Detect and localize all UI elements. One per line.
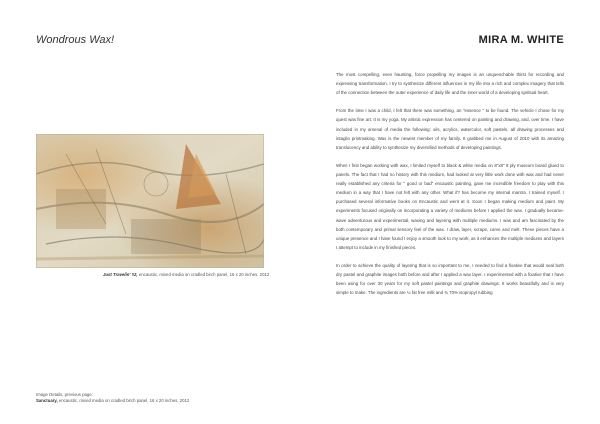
statement-paragraph-3: When I first began working with wax, I limited myself to black & white media on 8"x8" 8 ply museum board glued to panels. The fact that I had no history with this medium, had looked at very little work done with wax and had never really established any criteria for " good or bad" encaustic painting, gave me incredible freedom to play with this medium in a way that I have not felt with any other. What if? has become my internal mantra. I trained myself. I purchased several informative books on Encaustic and went at it. Soon I began making medium and paint. My experiments focused originally on incorporating a variety of mediums before I applied the wax. I gradually became- wave adventurous and experimental, waxing and layering with multiple mediums. I was and am fascinated by the both contemporary and primal sensory feel of the wax. I draw, layer, scrape, carve and melt. These pieces have a unique presence and I have found I enjoy a smooth look to my work, as it enhances the multiple mediums and layers I attempt to include in my finished pieces.	[336, 162, 564, 250]
artwork-caption-text: encaustic, mixed media on cradled birch panel, 16 x 20 inches, 2012	[138, 272, 270, 277]
image-details-heading: Image Details, previous page:	[36, 392, 93, 397]
image-details-text: encaustic, mixed media on cradled birch panel, 16 x 20 inches, 2012	[58, 398, 190, 404]
artwork-caption	[103, 272, 273, 277]
statement-paragraph-4: In order to achieve the quality of layering that is so important to me, I needed to find a fixative that would seal both dry pastel and graphite images both before and after I applied a wax layer. I experimented with a fixative that I have been using for over 30 years for my soft pastel paintings and graphite drawings. It works beautifully and is very simple to make. The ingredients are ¼ fat free milk and ¾ 70% isopropyl rubbing	[336, 262, 564, 296]
statement-paragraph-2: From the time I was a child, I felt that there was something, an "essence " to be found. The vehicle I chose for my quest was fine art. It is my yoga. My artistic expression has centered on painting and drawing, and, over time, I have included in my arsenal of media the following: oils, acrylics, watercolor, soft pastels, all drawing processes and intaglio printmaking. Wax is the newest member of my family. It grabbed me in August of 2010 with its amazing translucency and ability to synthesize my diversified methods of developing paintings.	[336, 108, 564, 150]
image-details-title: Sanctuary,	[36, 398, 58, 404]
statement-paragraph-1: The most compelling, even haunting, force propelling my images is an unquenchable thirst for recording and expressing transformation. I try to synthesize different influences in my life into a rich and complex imagery that tells of the connection between the outer experience of daily life and the inner world of a developing spiritual heart.	[336, 72, 564, 96]
artwork-caption-title: Just Travelin' #2,	[103, 272, 138, 277]
book-title: Wondrous Wax!	[36, 34, 115, 46]
artwork-image	[36, 134, 264, 268]
artist-name: MIRA M. WHITE	[478, 34, 564, 46]
image-details	[36, 392, 256, 404]
artwork-painting	[36, 134, 264, 268]
artist-statement	[336, 70, 564, 306]
